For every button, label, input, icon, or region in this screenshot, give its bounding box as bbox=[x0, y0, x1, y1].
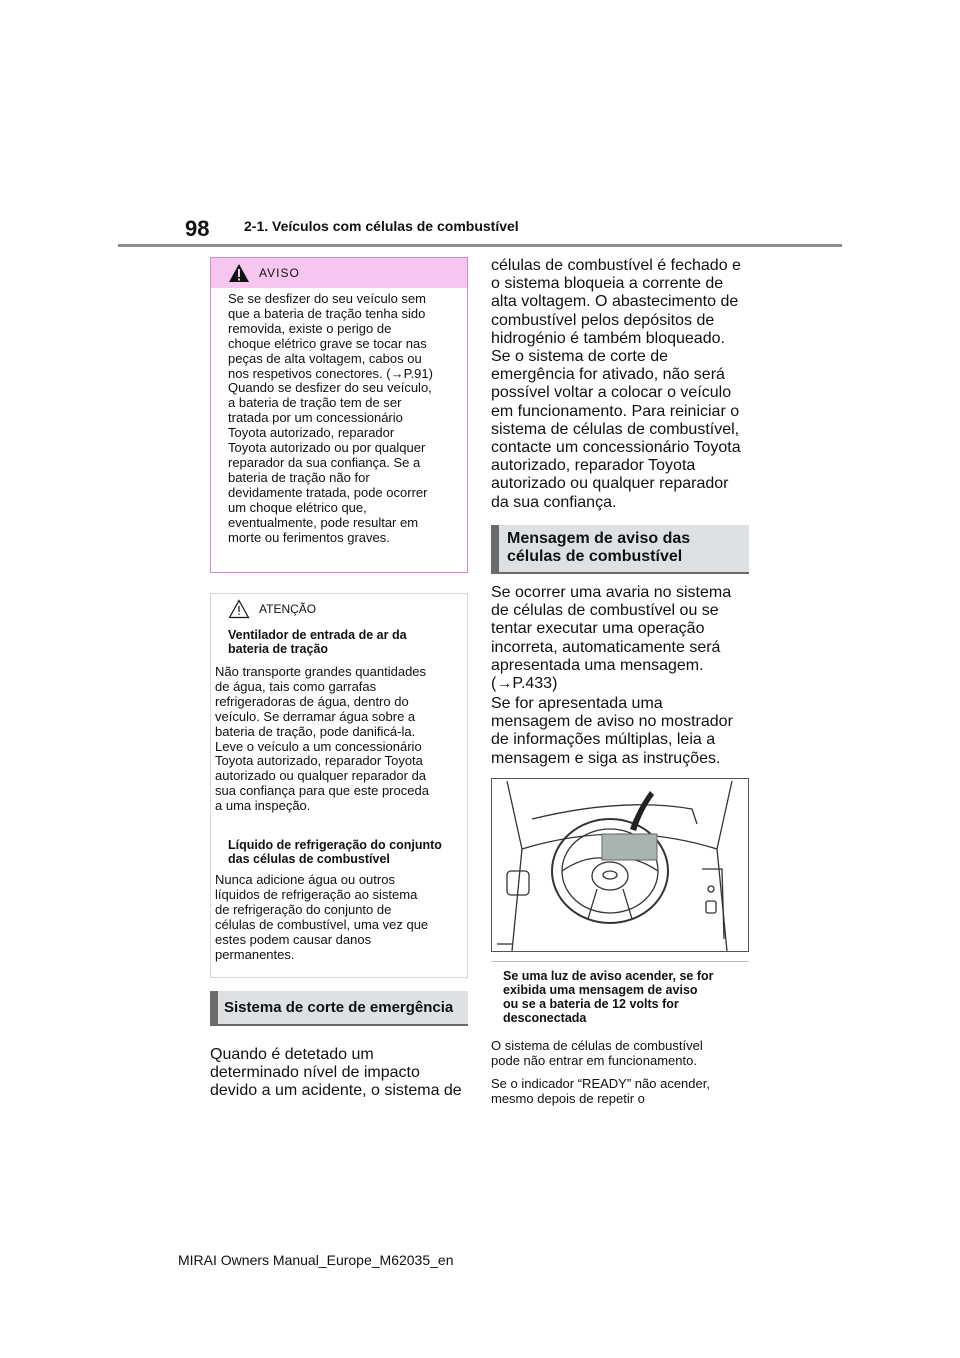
atencao-text-coolant: Nunca adicione água ou outros líquidos de refrigeração ao sistema de refrigeração do conjunto de células de combustível, uma vez que estes podem causar danos permanentes. bbox=[215, 872, 429, 962]
atencao-title: ATENÇÃO bbox=[259, 602, 317, 616]
caption-explanation-2: Se o indicador “READY” não acender, mesmo depois de repetir o bbox=[491, 1076, 710, 1106]
atencao-subheading-fan: Ventilador de entrada de ar da bateria de tração bbox=[228, 628, 407, 656]
atencao-subheading-coolant: Líquido de refrigeração do conjunto das células de combustível bbox=[228, 838, 442, 866]
warning-instructions-text: Se for apresentada uma mensagem de aviso no mostrador de informações múltiplas, leia a mensagem e siga as instruções. bbox=[491, 695, 733, 767]
aviso-title: AVISO bbox=[259, 266, 300, 280]
aviso-warning-box bbox=[210, 257, 468, 573]
header-rule bbox=[118, 244, 842, 247]
emergency-shutoff-text-continued: células de combustível é fechado e o sistema bloqueia a corrente de alta voltagem. O abastecimento de combustível pelos depósitos de hidrogénio é também bloqueado. Se o sistema de corte de emergência for ativado, não será possível voltar a colocar o veículo em funcionamento. Para reiniciar o sistema de células de combustível, contacte um concessionário Toyota autorizado, reparador Toyota autorizado ou qualquer reparador da sua confiança. bbox=[491, 257, 741, 511]
atencao-caution-box bbox=[210, 593, 468, 978]
chapter-title: 2-1. Veículos com células de combustível bbox=[244, 218, 519, 234]
caption-explanation-1: O sistema de células de combustível pode não entrar em funcionamento. bbox=[491, 1038, 703, 1068]
atencao-text-fan: Não transporte grandes quantidades de água, tais como garrafas refrigeradoras de água, dentro do veículo. Se derramar água sobre a bateria de tração, pode danificá-la. Leve o veículo a um concessionário Toyota autorizado, reparador Toyota autorizado ou qualquer reparador da sua confiança para que este proceda a uma inspeção. bbox=[215, 664, 429, 814]
steering-wheel-illustration bbox=[492, 779, 748, 951]
aviso-header bbox=[211, 258, 467, 288]
figure-caption: Se uma luz de aviso acender, se for exibida uma mensagem de aviso ou se a bateria de 12 volts for desconectada bbox=[503, 969, 714, 1025]
dashboard-illustration bbox=[491, 778, 749, 952]
footer-manual-name: MIRAI Owners Manual_Europe_M62035_en bbox=[178, 1252, 454, 1268]
warning-message-text: Se ocorrer uma avaria no sistema de células de combustível ou se tentar executar uma operação incorreta, automaticamente será apresentada uma mensagem. (→P.433) bbox=[491, 584, 732, 693]
emergency-shutoff-heading: Sistema de corte de emergência bbox=[210, 991, 468, 1026]
figure-divider bbox=[491, 961, 749, 962]
warning-triangle-icon bbox=[228, 263, 250, 283]
fuel-cell-warning-heading: Mensagem de aviso das células de combustível bbox=[491, 525, 749, 574]
emergency-shutoff-text: Quando é detetado um determinado nível de impacto devido a um acidente, o sistema de bbox=[210, 1046, 462, 1100]
caution-triangle-icon bbox=[228, 599, 250, 619]
page-number: 98 bbox=[185, 216, 210, 241]
aviso-text: Se se desfizer do seu veículo sem que a bateria de tração tenha sido removida, existe o perigo de choque elétrico grave se tocar nas peças de alta voltagem, cabos ou nos respetivos conectores. (→P.91) Quando se desfizer do seu veículo, a bateria de tração tem de ser tratada por um concessionário Toyota autorizado, reparador Toyota autorizado ou por qualquer reparador da sua confiança. Se a bateria de tração não for devidamente tratada, pode ocorrer um choque elétrico que, eventualmente, pode resultar em morte ou ferimentos graves. bbox=[228, 291, 433, 545]
